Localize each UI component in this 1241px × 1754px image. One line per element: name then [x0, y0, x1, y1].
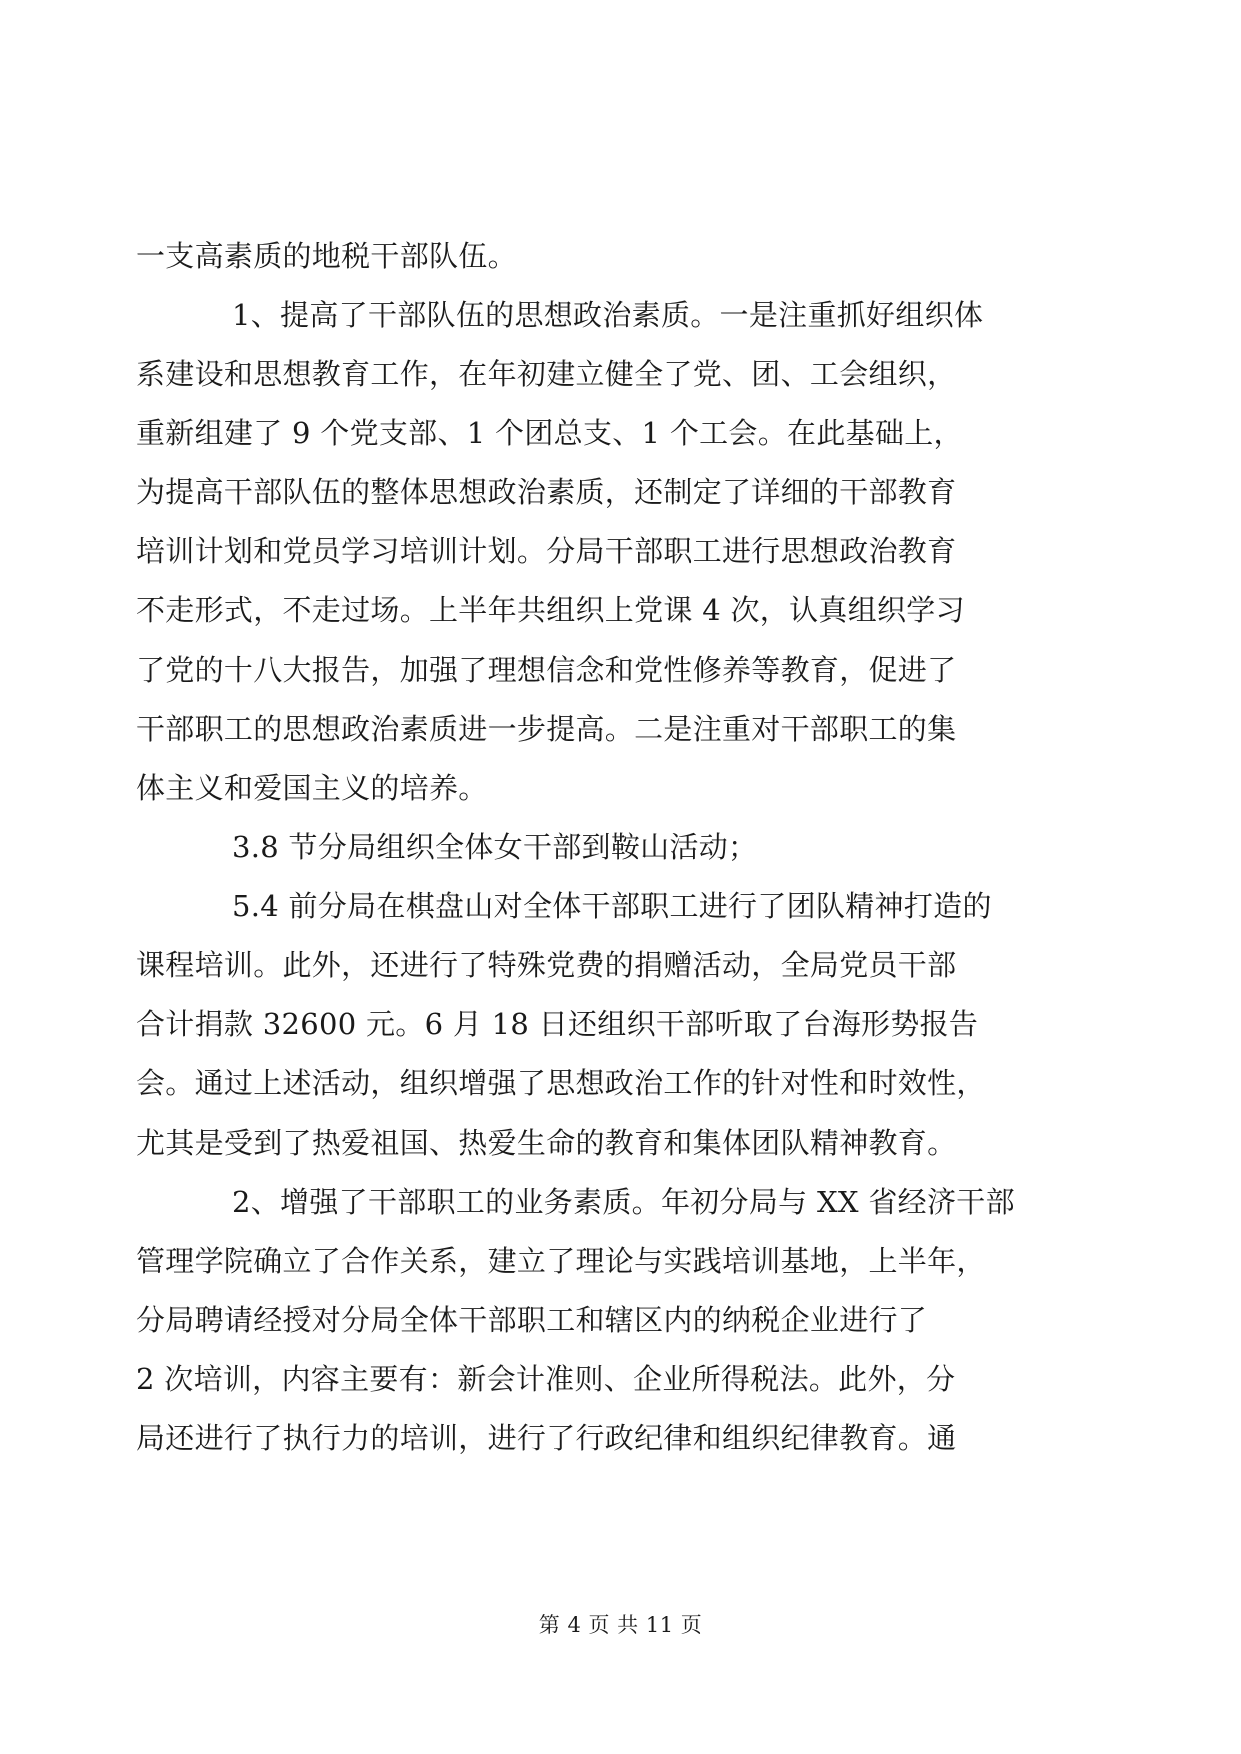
- text-line: [0, 472, 1241, 512]
- line-text: 体主义和爱国主义的培养。: [136, 771, 488, 805]
- line-text: 管理学院确立了合作关系，建立了理论与实践培训基地，上半年，: [136, 1244, 986, 1278]
- line-text: 3.8 节分局组织全体女干部到鞍山活动；: [232, 830, 758, 864]
- text-line: [0, 945, 1241, 985]
- line-text: 局还进行了执行力的培训，进行了行政纪律和组织纪律教育。通: [136, 1421, 957, 1455]
- line-text: 干部职工的思想政治素质进一步提高。二是注重对干部职工的集: [136, 712, 957, 746]
- text-line: [0, 236, 1241, 276]
- text-line: [0, 768, 1241, 808]
- text-line: [0, 1300, 1241, 1340]
- line-text: 系建设和思想教育工作，在年初建立健全了党、团、工会组织，: [136, 357, 957, 391]
- text-line: [0, 1123, 1241, 1163]
- line-text: 了党的十八大报告，加强了理想信念和党性修养等教育，促进了: [136, 653, 957, 687]
- line-text: 尤其是受到了热爱祖国、热爱生命的教育和集体团队精神教育。: [136, 1126, 957, 1160]
- text-line: [0, 295, 1241, 335]
- line-text: 1、提高了干部队伍的思想政治素质。一是注重抓好组织体: [232, 298, 984, 332]
- line-text: 5.4 前分局在棋盘山对全体干部职工进行了团队精神打造的: [232, 889, 992, 923]
- line-text: 课程培训。此外，还进行了特殊党费的捐赠活动，全局党员干部: [136, 948, 957, 982]
- line-text: 分局聘请经授对分局全体干部职工和辖区内的纳税企业进行了: [136, 1303, 928, 1337]
- text-line: [0, 1359, 1241, 1399]
- text-line: [0, 413, 1241, 453]
- text-line: [0, 1182, 1241, 1222]
- line-text: 2、增强了干部职工的业务素质。年初分局与 XX 省经济干部: [232, 1185, 1015, 1219]
- text-line: [0, 886, 1241, 926]
- text-line: [0, 1004, 1241, 1044]
- text-line: [0, 590, 1241, 630]
- line-text: 为提高干部队伍的整体思想政治素质，还制定了详细的干部教育: [136, 475, 957, 509]
- text-line: [0, 354, 1241, 394]
- text-line: [0, 709, 1241, 749]
- text-line: [0, 1418, 1241, 1458]
- text-line: [0, 827, 1241, 867]
- line-text: 培训计划和党员学习培训计划。分局干部职工进行思想政治教育: [136, 534, 957, 568]
- text-line: [0, 531, 1241, 571]
- line-text: 不走形式，不走过场。上半年共组织上党课 4 次，认真组织学习: [136, 593, 965, 627]
- text-line: [0, 1063, 1241, 1103]
- line-text: 会。通过上述活动，组织增强了思想政治工作的针对性和时效性，: [136, 1066, 986, 1100]
- line-text: 重新组建了 9 个党支部、1 个团总支、1 个工会。在此基础上，: [136, 416, 963, 450]
- line-text: 2 次培训，内容主要有：新会计准则、企业所得税法。此外，分: [136, 1362, 956, 1396]
- line-text: 一支高素质的地税干部队伍。: [136, 239, 517, 273]
- text-line: [0, 1241, 1241, 1281]
- text-line: [0, 650, 1241, 690]
- page-footer: 第 4 页 共 11 页: [538, 1613, 703, 1637]
- line-text: 合计捐款 32600 元。6 月 18 日还组织干部听取了台海形势报告: [136, 1007, 979, 1041]
